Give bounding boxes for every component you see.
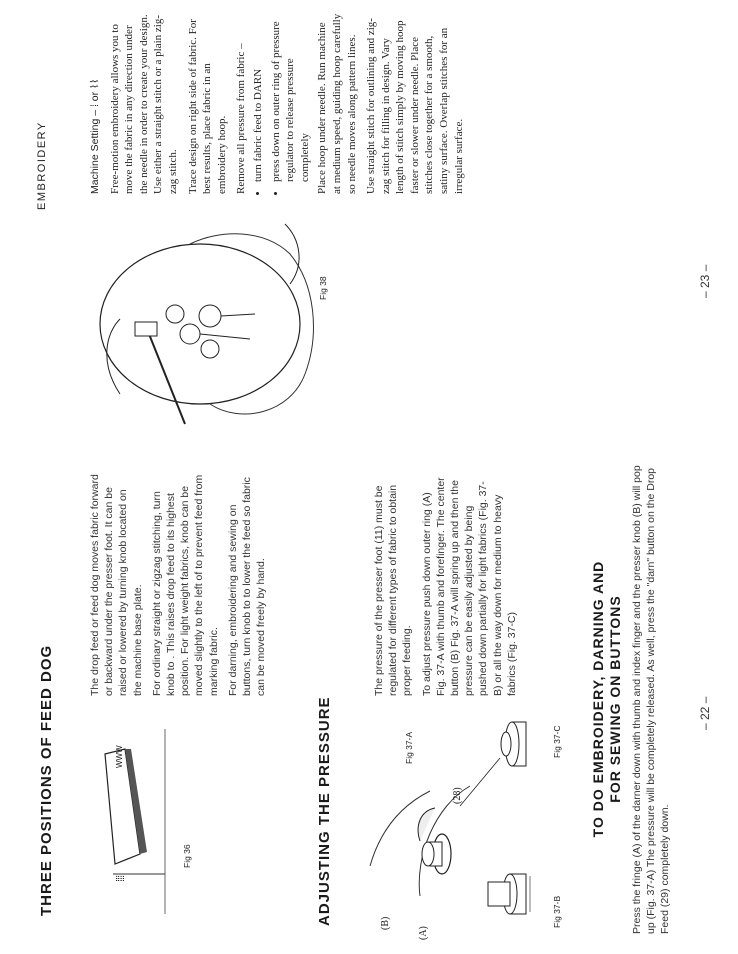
fig37c-caption: Fig 37-C [552, 725, 562, 758]
embroidery-para-5: Use straight stitch for outlining and zig-zag stitch for filling in design. Vary length of stitch simply by moving hoop faster or slower under needle. Place stitches close together for a smooth, satiny surface. Overlap stitches for an irregular surface. [365, 18, 465, 194]
label-a: (A) [418, 926, 429, 940]
pressure-para-1: The pressure of the presser foot (11) must be regulated for different types of fabric to obtain proper feeding. [373, 484, 414, 696]
embroidery-title [590, 464, 624, 934]
fig38-drawing [90, 214, 330, 434]
feed-dog-para-2: For ordinary straight or zigzag stitching, turn knob to . This raises drop feed to its highest position. For light weight fabrics, knob can be moved slightly to the left of to prevent feed from marking fabric. [150, 474, 220, 696]
feed-dog-para-1: The drop feed or feed dog moves fabric forward or backward under the presser foot. It can be raised or lowered by turning knob located on the machine base plate. [89, 474, 144, 696]
fig38-caption: Fig 38 [318, 276, 328, 300]
embroidery-para-3: Remove all pressure from fabric – [235, 43, 248, 194]
embroidery-title-line-1: TO DO EMBROIDERY, DARNING AND [590, 560, 606, 838]
fig36-drawing [95, 724, 215, 924]
embroidery-text [88, 12, 471, 194]
pressure-para-2: To adjust pressure push down outer ring (A) Fig. 37-A with thumb and forefinger. The center button (B) Fig. 37-A will spring up and then the pressure can be easily adjusted by being pushed down partially for light fabrics (Fig. 37-B) or all the way down for medium to heavy fabrics (Fig. 37-C) [420, 477, 518, 696]
pressure-text [372, 474, 524, 696]
fig36-wave-symbol: WWW [115, 745, 124, 768]
bullet-item: • turn fabric feed to DARN [251, 12, 266, 182]
label-28: (28) [452, 787, 463, 804]
embroidery-para-4: Place hoop under needle. Run machine at medium speed, guiding hoop carefully so needle moves along pattern lines. [316, 13, 358, 194]
page-number-22: – 22 – [698, 696, 712, 730]
embroidery-title-line-2: FOR SEWING ON BUTTONS [607, 595, 623, 803]
embroidery-header: EMBROIDERY [36, 121, 48, 210]
embroidery-para-1: Free-motion embroidery allows you to move the fabric in any direction under the needle in order to create your design. Use either a straight stitch or a plain zig-zag stitch. [108, 14, 179, 194]
embroidery-para: Press the fringe (A) of the darner down with thumb and index finger and the presser knob (B) will pop up (Fig. 37-A) The pressure will be completely released. As well, press the "darn" button on the Drop Feed (29) completely down. [631, 465, 672, 934]
feed-dog-text [88, 474, 273, 696]
feed-dog-title: THREE POSITIONS OF FEED DOG [38, 644, 55, 916]
page-number-23: – 23 – [698, 264, 712, 298]
machine-setting: Machine Setting – ⁞ or ⌇⌇ [89, 78, 101, 194]
pressure-title: ADJUSTING THE PRESSURE [316, 696, 333, 926]
label-b: (B) [380, 916, 391, 930]
fig36-caption: Fig 36 [182, 844, 192, 868]
fig37a-caption: Fig 37-A [404, 731, 414, 764]
fig37b-caption: Fig 37-B [552, 895, 562, 928]
embroidery-para-2: Trace design on right side of fabric. For best results, place fabric in an embroidery hoop. [186, 19, 228, 194]
feed-dog-para-3: For darning, embroidering and sewing on buttons, turn knob to to lower the feed so fabric can be moved freely by hand. [226, 477, 268, 696]
fig36-dots-symbol: ⁞⁞⁞ [115, 875, 127, 882]
fig37-drawing [360, 686, 560, 926]
bullet-item: • press down on outer ring of pressure regulator to release pressure completely [269, 12, 313, 182]
pressure-bullet-list [251, 12, 312, 194]
